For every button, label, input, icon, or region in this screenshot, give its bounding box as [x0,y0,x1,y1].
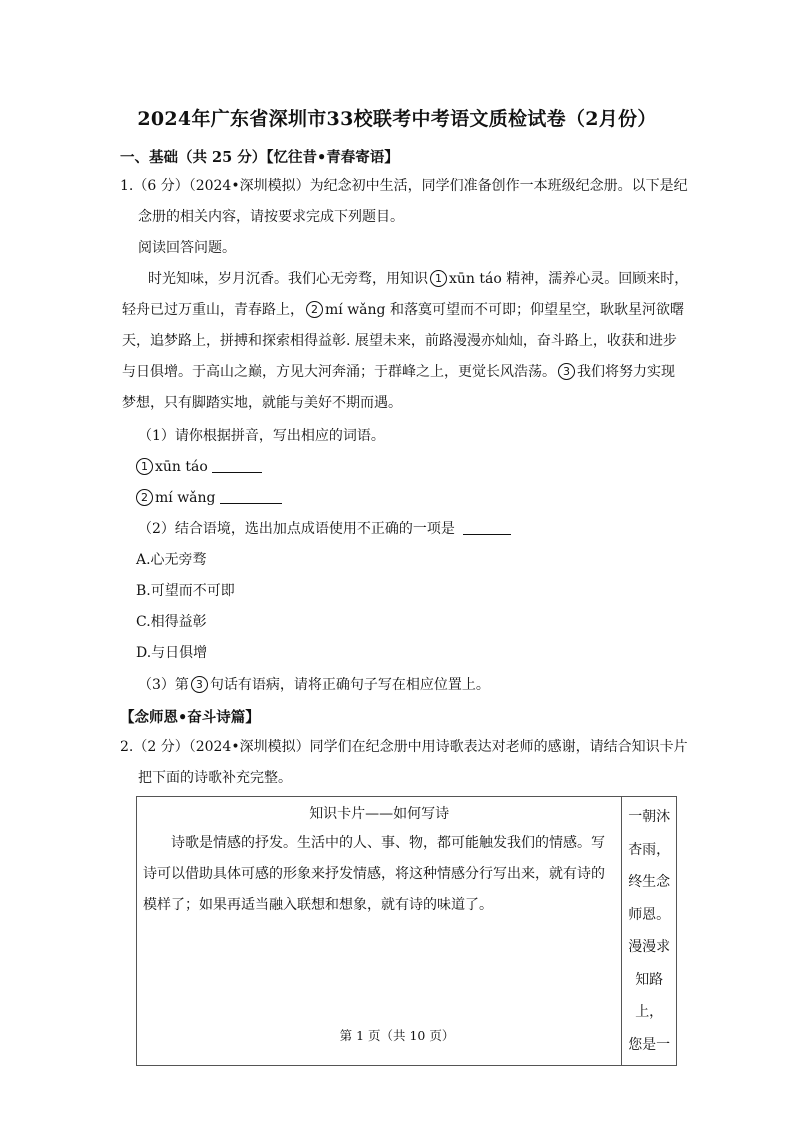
poem-line: 漫漫求 [628,939,671,955]
q1-stem-line2: 念册的相关内容，请按要求完成下列题目。 [138,209,404,225]
q1-instruction: 阅读回答问题。 [138,240,236,256]
q2-stem-line2: 把下面的诗歌补充完整。 [138,770,292,786]
q1-sub1: （1）请你根据拼音，写出相应的词语。 [138,428,385,444]
passage-text: 我们将努力实现 [577,364,675,380]
passage-line2 [122,300,684,320]
section-heading-basics: 一、基础（共 25 分）【忆往昔•青春寄语】 [120,149,399,166]
passage-line5: 梦想，只有脚踏实地，就能与美好不期而遇。 [122,395,402,411]
q1-sub3-text: 句话有语病，请将正确句子写在相应位置上。 [209,677,490,693]
circled-number-1: 1 [430,270,447,287]
pinyin-answer-1 [136,457,262,477]
option-d: D.与日俱增 [136,645,208,661]
circled-number-3: 3 [191,676,208,693]
poem-line: 知路上， [635,971,664,1020]
passage-text: mí wǎng 和落寞可望而不可即；仰望星空，耿耿星河欲曙 [325,302,684,318]
circled-number-2: 2 [136,489,153,506]
passage-text: 与日俱增。于高山之巅，方见大河奔涌；于群峰之上，更觉长风浩荡。 [122,364,556,380]
pinyin-text: xūn táo [155,459,208,475]
page-title: 2024年广东省深圳市33校联考中考语文质检试卷（2月份） [137,108,657,130]
q1-sub2-text: （2）结合语境，选出加点成语使用不正确的一项是 [138,521,455,537]
answer-blank[interactable] [463,520,511,535]
knowledge-card-body: 诗歌是情感的抒发。生活中的人、事、物，都可能触发我们的情感。写诗可以借助具体可感的形象来抒发情感，将这种情感分行写出来，就有诗的模样了；如果再适当融入联想和想象，就有诗的味道了。 [143,835,605,913]
circled-number-1: 1 [136,458,153,475]
section-heading-teacher: 【念师恩•奋斗诗篇】 [120,709,260,726]
option-c: C.相得益彰 [136,614,207,630]
poem-line: 杏雨， [628,841,671,858]
passage-line3: 天，追梦路上，拼搏和探索相得益彰. 展望未来，前路漫漫亦灿灿，奋斗路上，收获和进步 [122,333,677,349]
page-footer: 第 1 页（共 10 页） [339,1028,455,1043]
poem-line: 师恩。 [628,906,671,923]
passage-line1 [148,269,688,289]
q1-sub3-text: （3）第 [138,677,189,693]
passage-text: 轻舟已过万重山，青春路上， [122,302,304,318]
q1-stem-line1: 1.（6 分）（2024•深圳模拟）为纪念初中生活，同学们准备创作一本班级纪念册。以下是纪 [120,178,688,194]
option-b: B.可望而不可即 [136,583,235,599]
poem-line: 终生念 [628,874,671,890]
circled-number-2: 2 [306,301,323,318]
knowledge-card-title: 知识卡片——如何写诗 [309,806,450,822]
passage-text: 时光知味，岁月沉香。我们心无旁骛，用知识 [148,271,428,287]
answer-blank[interactable] [220,489,282,504]
q2-stem-line1: 2.（2 分）（2024•深圳模拟）同学们在纪念册中用诗歌表达对老师的感谢，请结合知识卡片 [120,739,688,755]
q1-sub3 [138,675,490,695]
poem-line: 您是一 [628,1036,671,1053]
q1-sub2 [138,519,511,539]
passage-line4 [122,362,675,382]
pinyin-text: mí wǎng [155,490,216,506]
pinyin-answer-2 [136,488,282,508]
poem-line: 一朝沐 [628,809,671,825]
passage-text: xūn táo 精神，濡养心灵。回顾来时， [449,271,689,287]
circled-number-3: 3 [558,363,575,380]
answer-blank[interactable] [212,458,262,473]
option-a: A.心无旁骛 [136,552,207,568]
